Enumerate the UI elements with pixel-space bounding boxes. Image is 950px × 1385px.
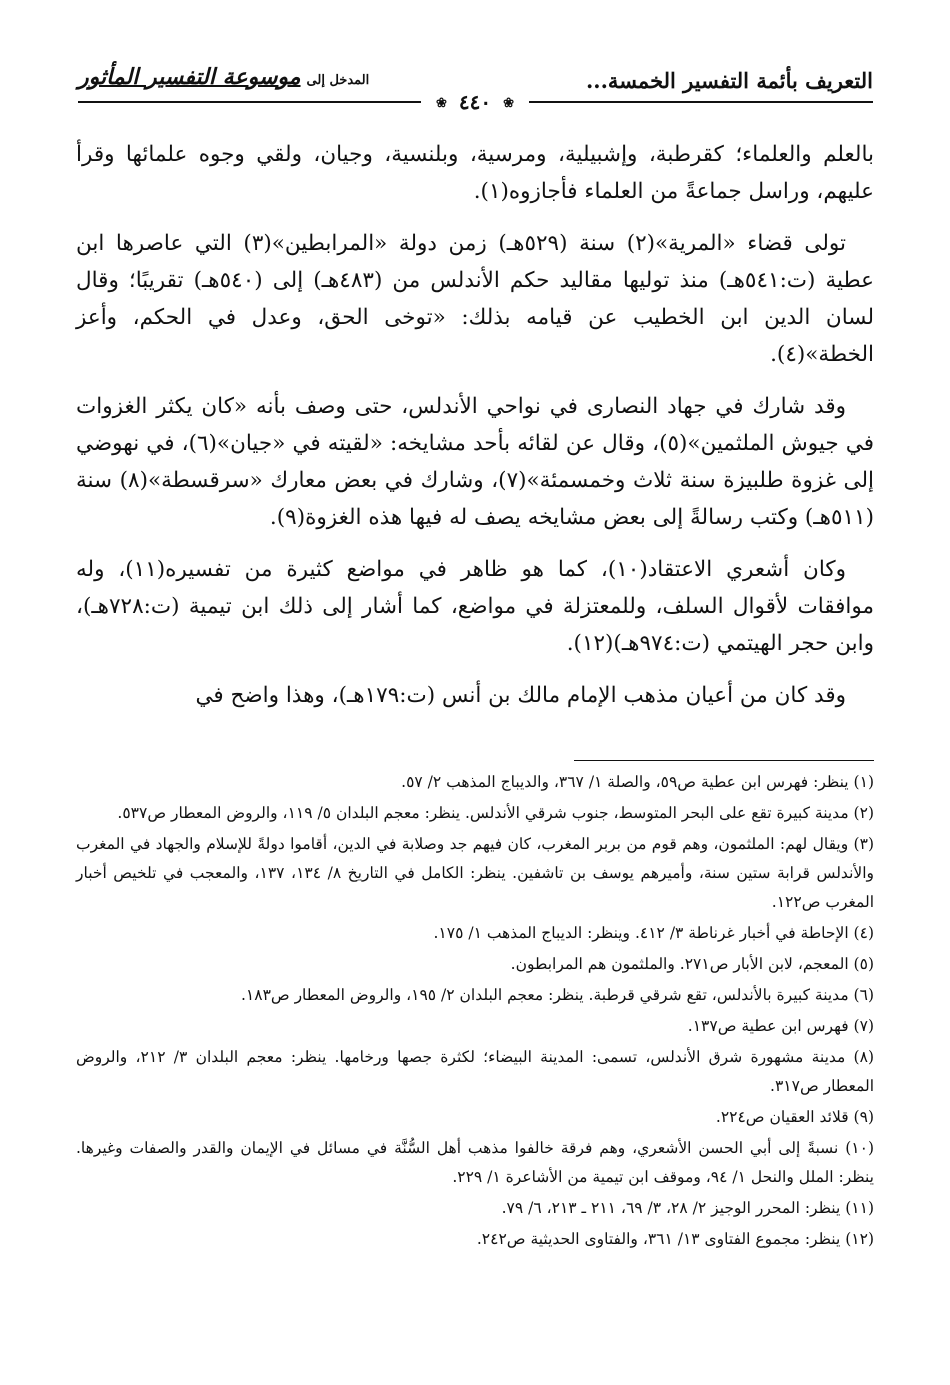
paragraph: بالعلم والعلماء؛ كقرطبة، وإشبيلية، ومرسية، وبلنسية، وجيان، ولقي وجوه علمائها وقرأ عليهم، وراسل جماعةً من العلماء فأجازوه(١). — [76, 142, 874, 204]
paragraph: تولى قضاء «المرية»(٢) سنة (٥٢٩هـ) زمن دولة «المرابطين»(٣) التي عاصرها ابن عطية (ت:٥٤١هـ) منذ توليها مقاليد حكم الأندلس من (٤٨٣هـ) إلى (٥٤٠هـ) تقريبًا؛ وقال لسان الدين ابن الخطيب عن قيامه بذلك: «توخى الحق، وعدل في الحكم، وأعز الخطة»(٤). — [76, 231, 874, 367]
footnote: (٣) ويقال لهم: الملثمون، وهم قوم من بربر المغرب، كان فيهم جد وصلابة في الدين، أقاموا دولةً للإسلام والجهاد في المغرب والأندلس قرابة ستين سنة، وأميرهم يوسف بن تاشفين. ينظر: الكامل في التاريخ ٨/ ١٣٤، ١٣٧، والمعجب في تلخيص أخبار المغرب ص١٢٢. — [76, 835, 875, 911]
paragraph: وكان أشعري الاعتقاد(١٠)، كما هو ظاهر في مواضع كثيرة من تفسيره(١١)، وله موافقات لأقوال السلف، وللمعتزلة في مواضع، كما أشار إلى ذلك ابن تيمية (ت:٧٢٨هـ)، وابن حجر الهيتمي (ت:٩٧٤هـ)(١٢). — [76, 557, 874, 656]
footnote: (٥) المعجم، لابن الأبار ص٢٧١. والملثمون هم المرابطون. — [510, 955, 874, 973]
footnote: (٦) مدينة كبيرة بالأندلس، تقع شرقي قرطبة. ينظر: معجم البلدان ٢/ ١٩٥، والروض المعطار ص١٨٣. — [240, 986, 874, 1004]
page-number: ٤٤٠ — [458, 90, 492, 114]
series-prefix: المدخل إلى — [306, 73, 370, 88]
paragraph: وقد كان من أعيان مذهب الإمام مالك بن أنس (ت:١٧٩هـ)، وهذا واضح في — [195, 683, 846, 708]
page-number-block — [0, 90, 950, 116]
series-logo — [78, 64, 369, 90]
footnote: (٩) قلائد العقيان ص٢٢٤. — [715, 1108, 874, 1126]
footnote: (٧) فهرس ابن عطية ص١٣٧. — [687, 1017, 874, 1035]
footnote-separator — [574, 760, 874, 761]
ornament-icon: ❀ — [436, 96, 447, 111]
footnotes — [76, 768, 874, 1256]
footnote: (١١) ينظر: المحرر الوجيز ٢/ ٢٨، ٣/ ٦٩، ٢١١ ـ ٢١٣، ٦/ ٧٩. — [501, 1199, 874, 1217]
footnote: (٨) مدينة مشهورة شرق الأندلس، تسمى: المدينة البيضاء؛ لكثرة جصها ورخامها. ينظر: معجم البلدان ٣/ ٢١٢، والروض المعطار ص٣١٧. — [76, 1048, 874, 1095]
footnote: (١) ينظر: فهرس ابن عطية ص٥٩، والصلة ١/ ٣٦٧، والديباج المذهب ٢/ ٥٧. — [401, 773, 874, 791]
series-name: موسوعة التفسير المأثور — [78, 64, 301, 90]
footnote: (١٢) ينظر: مجموع الفتاوى ١٣/ ٣٦١، والفتاوى الحديثية ص٢٤٢. — [476, 1230, 874, 1248]
ornament-icon: ❀ — [503, 96, 514, 111]
footnote: (١٠) نسبةً إلى أبي الحسن الأشعري، وهم فرقة خالفوا مذهب أهل السُّنَّة في مسائل في الإيمان والقدر والصفات وغيرها. ينظر: الملل والنحل ١/ ٩٤، وموقف ابن تيمية من الأشاعرة ١/ ٢٢٩. — [76, 1139, 874, 1186]
paragraph: وقد شارك في جهاد النصارى في نواحي الأندلس، حتى وصف بأنه «كان يكثر الغزوات في جيوش الملثمين»(٥)، وقال عن لقائه بأحد مشايخه: «لقيته في «جيان»(٦)، في نهوضي إلى غزوة طلبيزة سنة ثلاث وخمسمئة»(٧)، وشارك في بعض معارك «سرقسطة»(٨) سنة (٥١١هـ) وكتب رسالةً إلى بعض مشايخه يصف له فيها هذه الغزوة(٩). — [76, 394, 874, 530]
running-title: التعريف بأئمة التفسير الخمسة... — [586, 68, 873, 93]
body-text — [76, 136, 874, 729]
footnote: (٤) الإحاطة في أخبار غرناطة ٣/ ٤١٢. وينظر: الديباج المذهب ١/ ١٧٥. — [433, 924, 874, 942]
footnote: (٢) مدينة كبيرة تقع على البحر المتوسط، جنوب شرقي الأندلس. ينظر: معجم البلدان ٥/ ١١٩، والروض المعطار ص٥٣٧. — [117, 804, 874, 822]
